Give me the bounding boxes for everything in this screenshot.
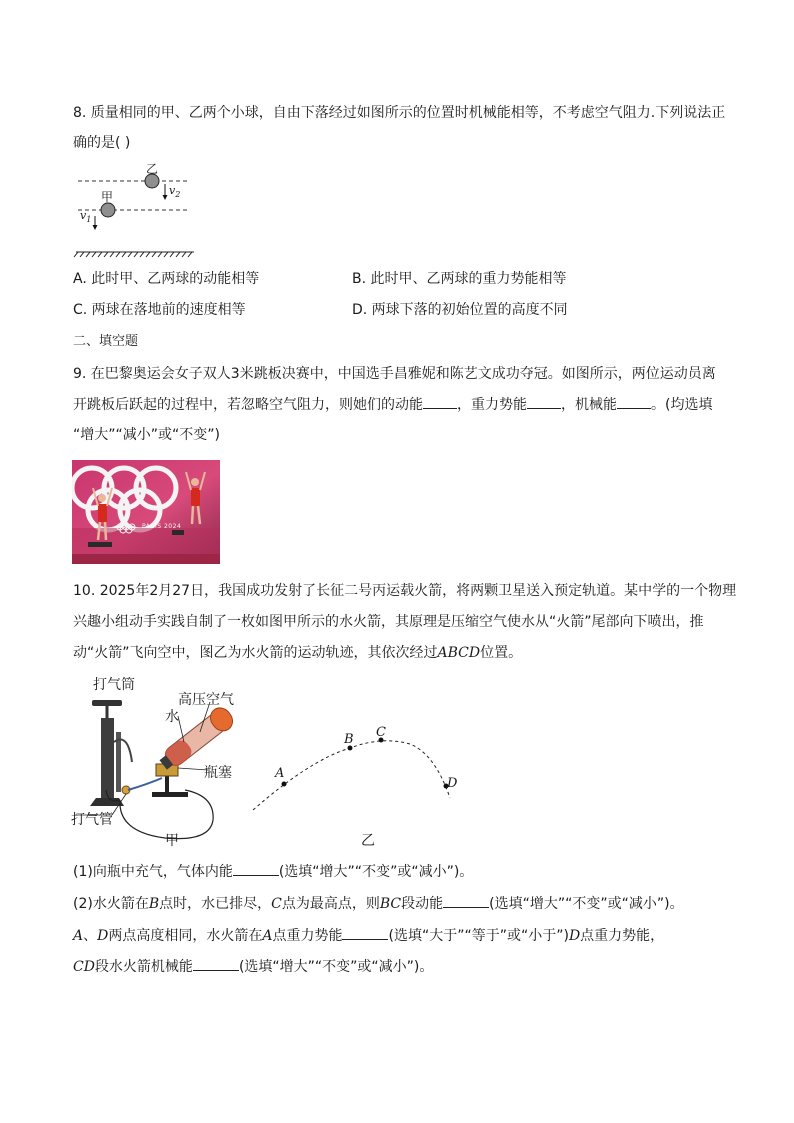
label-yi: 乙: [146, 162, 159, 176]
label-air-tube: 打气管: [71, 812, 113, 828]
answer-blank[interactable]: [617, 394, 651, 409]
q8-option-c: C. 两球在落地前的速度相等: [73, 302, 246, 318]
q8-stem-line1: 8. 质量相同的甲、乙两个小球，自由下落经过如图所示的位置时机械能相等，不考虑空气阻力.下列说法正: [73, 105, 726, 121]
q10-sub3-line1: A、D两点高度相同，水火箭在A点重力势能 (选填“大于”“等于”或“小于”)D点重力势能，: [73, 925, 664, 946]
answer-blank[interactable]: [193, 956, 239, 971]
q9-stem-line3: “增大”“减小”或“不变”): [73, 427, 220, 443]
caption-yi: 乙: [361, 833, 375, 849]
q10-sub2: (2)水火箭在B点时，水已排尽，C点为最高点，则BC段动能 (选填“增大”“不变”或“减小”)。: [73, 893, 684, 914]
answer-blank[interactable]: [527, 394, 561, 409]
q8-option-b: B. 此时甲、乙两球的重力势能相等: [352, 271, 567, 287]
label-d: D: [447, 776, 458, 791]
pump-cylinder: [101, 718, 114, 798]
label-b: B: [344, 732, 354, 747]
q8-option-d: D. 两球下落的初始位置的高度不同: [352, 302, 568, 318]
caption-jia: 甲: [165, 833, 179, 849]
section-heading: 二、填空题: [73, 334, 139, 349]
q10-sub1: (1)向瓶中充气，气体内能 (选填“增大”“不变”或“减小”)。: [73, 861, 473, 882]
q8-stem-line2: 确的是( ): [73, 135, 131, 151]
label-high-pressure-air: 高压空气: [178, 692, 234, 708]
label-water: 水: [165, 709, 179, 725]
answer-blank[interactable]: [443, 893, 489, 908]
label-pump: 打气筒: [93, 677, 135, 693]
q9-stem-line2: 开跳板后跃起的过程中，若忽略空气阻力，则她们的动能 ，重力势能 ，机械能 。(均选填: [73, 394, 712, 415]
label-stopper: 瓶塞: [204, 765, 232, 781]
q10-stem-line1: 10. 2025年2月27日，我国成功发射了长征二号丙运载火箭，将两颗卫星送入预定轨道。某中学的一个物理: [73, 583, 737, 599]
label-a: A: [275, 766, 285, 781]
q8-figure: [72, 158, 200, 258]
answer-blank[interactable]: [342, 925, 388, 940]
label-jia: 甲: [101, 190, 114, 204]
q10-stem-line2: 兴趣小组动手实践自制了一枚如图甲所示的水火箭，其原理是压缩空气使水从“火箭”尾部向下喷出，推: [73, 614, 704, 630]
diving-photo: [72, 460, 220, 564]
q8-option-a: A. 此时甲、乙两球的动能相等: [73, 271, 260, 287]
photo-caption: PARIS 2024: [142, 523, 182, 530]
label-v1: $v_1$: [80, 209, 92, 225]
point-a: [282, 782, 287, 787]
label-c: C: [376, 725, 386, 740]
q10-stem-line3: 动“火箭”飞向空中，图乙为水火箭的运动轨迹，其依次经过ABCD位置。: [73, 645, 523, 661]
q10-sub3-line2: CD段水火箭机械能 (选填“增大”“不变”或“减小”)。: [73, 956, 433, 977]
answer-blank[interactable]: [233, 861, 279, 876]
q9-stem-line1: 9. 在巴黎奥运会女子双人3米跳板决赛中，中国选手昌雅妮和陈艺文成功夺冠。如图所示，两位运动员离: [73, 366, 716, 382]
pump-handle: [92, 700, 122, 706]
label-v2: $v_2$: [169, 184, 181, 200]
ball-jia: [101, 203, 115, 217]
answer-blank[interactable]: [423, 394, 457, 409]
